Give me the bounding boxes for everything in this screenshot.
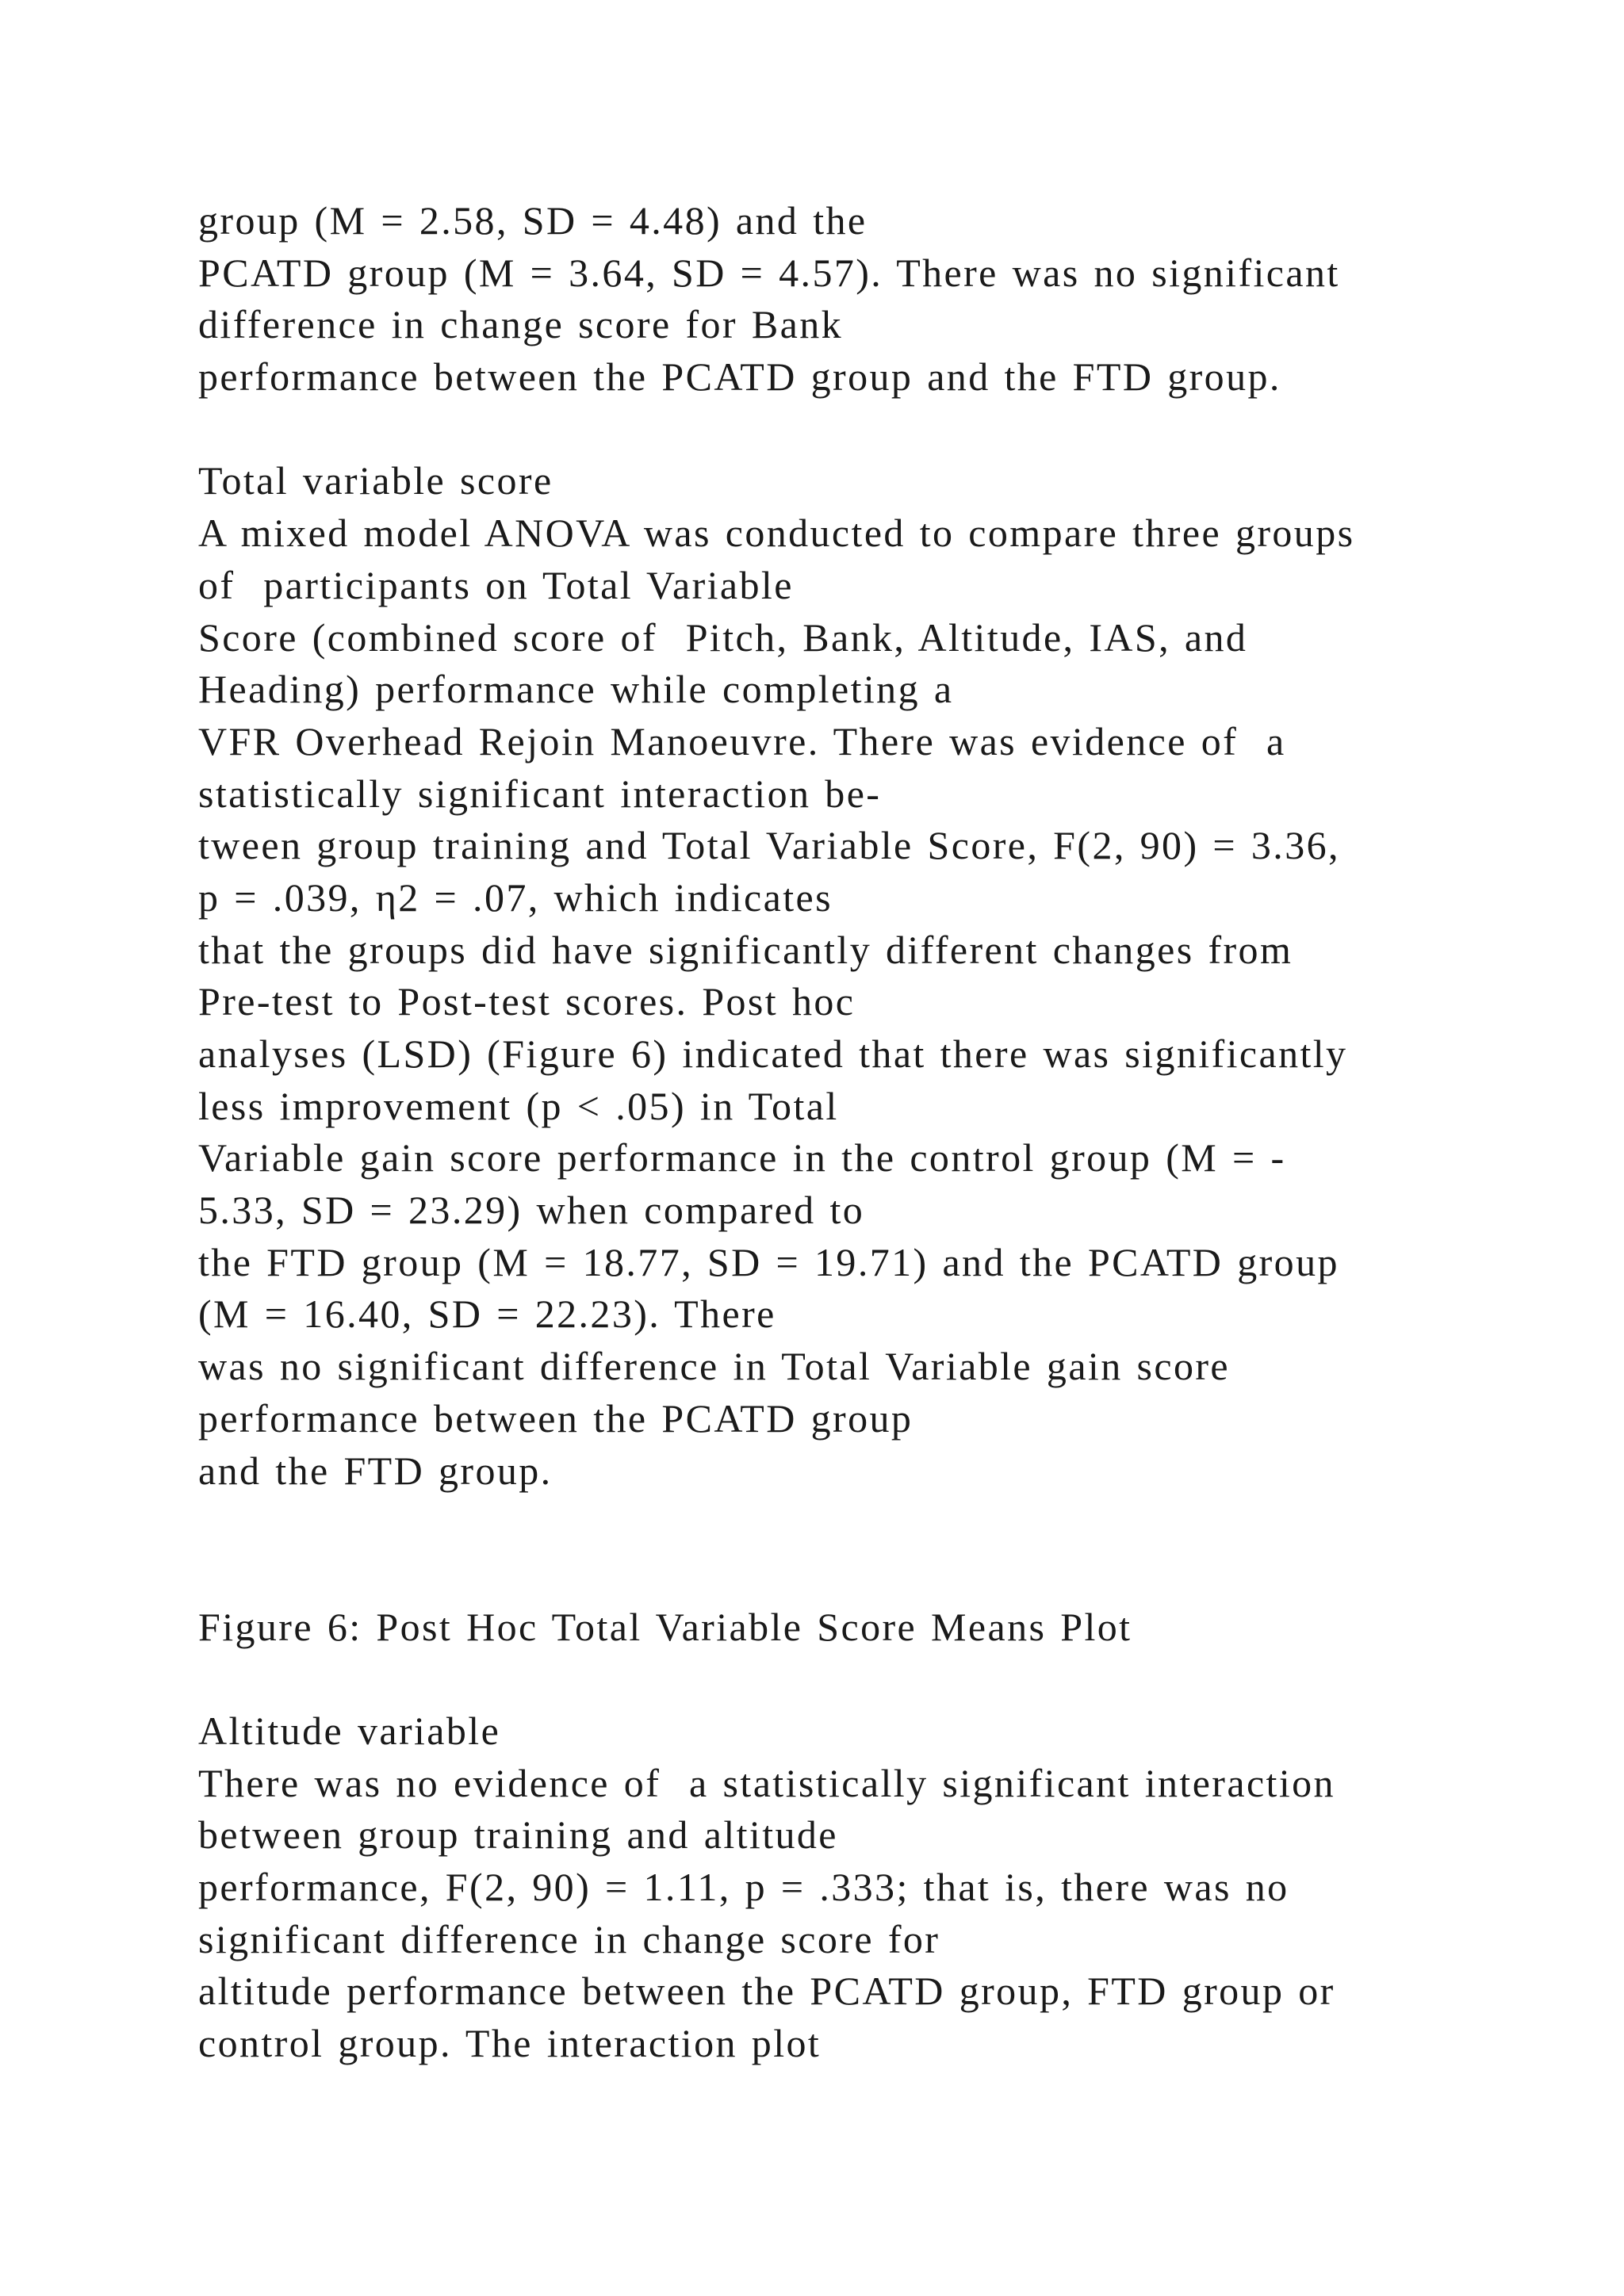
text-line: PCATD group (M = 3.64, SD = 4.57). There was no significant: [198, 250, 1340, 295]
text-line: less improvement (p < .05) in Total: [198, 1083, 839, 1128]
paragraph-gap: [198, 1497, 1610, 1549]
text-line: Variable gain score performance in the control group (M = -: [198, 1135, 1286, 1181]
paragraph-gap: [198, 404, 1610, 456]
paragraph-gap: [198, 1653, 1610, 1705]
text-line: the FTD group (M = 18.77, SD = 19.71) and the PCATD group: [198, 1239, 1339, 1284]
document-page: [198, 195, 1610, 2070]
text-line: VFR Overhead Rejoin Manoeuvre. There was evidence of a: [198, 718, 1286, 763]
text-line: control group. The interaction plot: [198, 2021, 822, 2066]
figure-caption: Figure 6: Post Hoc Total Variable Score Means Plot: [198, 1604, 1132, 1649]
text-line: between group training and altitude: [198, 1812, 838, 1858]
text-line: Score (combined score of Pitch, Bank, Altitude, IAS, and: [198, 614, 1248, 660]
text-line: that the groups did have significantly different changes from: [198, 927, 1293, 972]
text-line: and the FTD group.: [198, 1448, 553, 1493]
text-line: There was no evidence of a statistically significant interaction: [198, 1760, 1335, 1805]
text-line: p = .039, η2 = .07, which indicates: [198, 874, 833, 920]
text-line: Heading) performance while completing a: [198, 667, 954, 712]
section-heading-altitude-variable: Altitude variable: [198, 1708, 501, 1753]
text-line: difference in change score for Bank: [198, 302, 844, 347]
text-line: of participants on Total Variable: [198, 562, 794, 607]
text-line: group (M = 2.58, SD = 4.48) and the: [198, 198, 868, 243]
text-line: tween group training and Total Variable Score, F(2, 90) = 3.36,: [198, 823, 1340, 868]
text-line: altitude performance between the PCATD group, FTD group or: [198, 1969, 1335, 2014]
text-line: (M = 16.40, SD = 22.23). There: [198, 1292, 776, 1337]
text-line: 5.33, SD = 23.29) when compared to: [198, 1188, 865, 1233]
text-line: performance between the PCATD group and the FTD group.: [198, 354, 1281, 400]
text-line: performance, F(2, 90) = 1.11, p = .333; that is, there was no: [198, 1865, 1289, 1909]
text-line: was no significant difference in Total Variable gain score: [198, 1344, 1230, 1389]
text-line: performance between the PCATD group: [198, 1395, 914, 1441]
section-heading-total-variable-score: Total variable score: [198, 458, 553, 503]
text-line: statistically significant interaction be-: [198, 771, 882, 816]
text-line: significant difference in change score for: [198, 1916, 940, 1961]
text-line: analyses (LSD) (Figure 6) indicated that there was significantly: [198, 1031, 1348, 1076]
text-line: Pre-test to Post-test scores. Post hoc: [198, 979, 856, 1024]
text-line: A mixed model ANOVA was conducted to compare three groups: [198, 511, 1355, 556]
paragraph-gap: [198, 1549, 1610, 1601]
